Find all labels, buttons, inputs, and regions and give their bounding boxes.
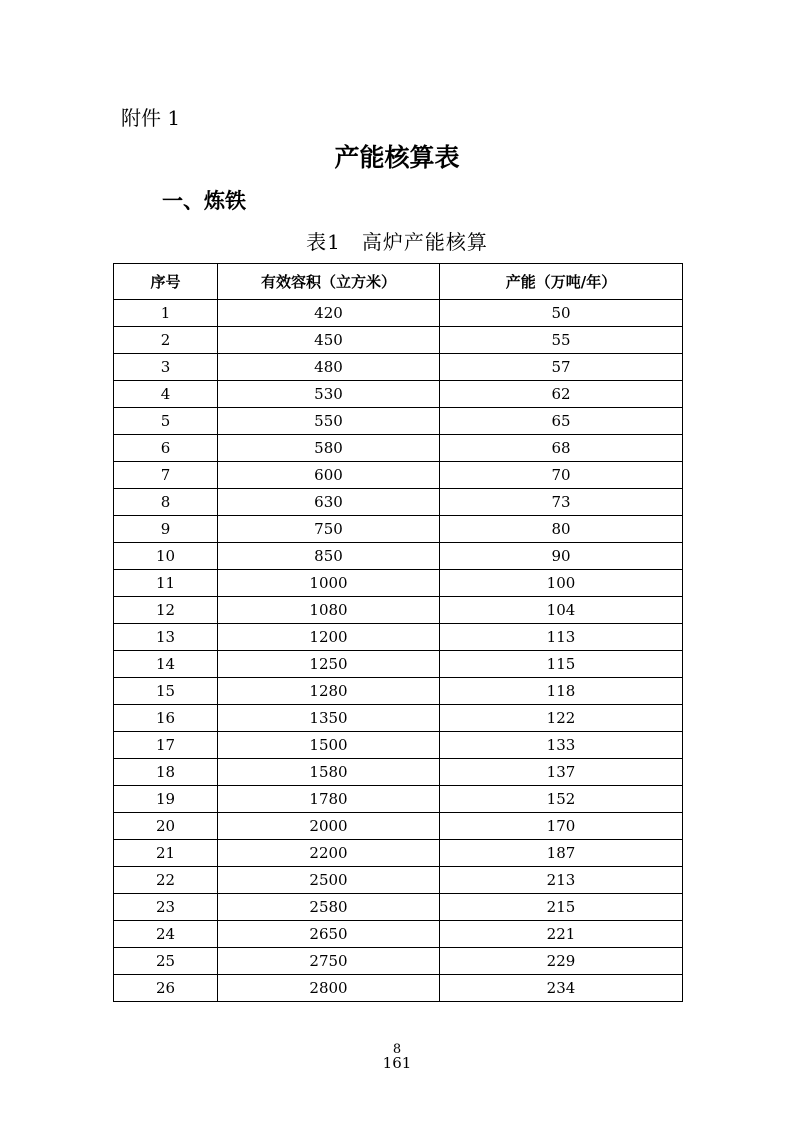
table-row [114,813,683,840]
cell-volume: 1250 [218,651,440,678]
cell-volume: 1350 [218,705,440,732]
cell-seq: 22 [114,867,218,894]
cell-capacity: 122 [440,705,683,732]
cell-seq: 15 [114,678,218,705]
table-row [114,435,683,462]
cell-capacity: 187 [440,840,683,867]
cell-seq: 4 [114,381,218,408]
table-row [114,327,683,354]
cell-capacity: 115 [440,651,683,678]
table-row [114,786,683,813]
cell-capacity: 133 [440,732,683,759]
header-capacity: 产能（万吨/年） [440,264,683,300]
cell-volume: 450 [218,327,440,354]
table-caption: 表1 高炉产能核算 [306,230,488,254]
cell-seq: 11 [114,570,218,597]
cell-seq: 9 [114,516,218,543]
cell-seq: 6 [114,435,218,462]
cell-capacity: 170 [440,813,683,840]
table-row [114,570,683,597]
cell-capacity: 234 [440,975,683,1002]
cell-capacity: 65 [440,408,683,435]
cell-seq: 17 [114,732,218,759]
cell-capacity: 221 [440,921,683,948]
cell-capacity: 137 [440,759,683,786]
header-volume: 有效容积（立方米） [218,264,440,300]
cell-seq: 13 [114,624,218,651]
cell-seq: 1 [114,300,218,327]
cell-volume: 2750 [218,948,440,975]
table-row [114,408,683,435]
cell-volume: 1200 [218,624,440,651]
table-row [114,300,683,327]
cell-capacity: 57 [440,354,683,381]
cell-volume: 1780 [218,786,440,813]
table-header-row [114,264,683,300]
cell-capacity: 73 [440,489,683,516]
table-row [114,597,683,624]
table-row [114,381,683,408]
table-row [114,354,683,381]
cell-volume: 1500 [218,732,440,759]
cell-seq: 10 [114,543,218,570]
cell-capacity: 55 [440,327,683,354]
cell-volume: 2200 [218,840,440,867]
table-row [114,651,683,678]
cell-volume: 550 [218,408,440,435]
table-row [114,516,683,543]
cell-capacity: 118 [440,678,683,705]
cell-seq: 8 [114,489,218,516]
table-row [114,894,683,921]
cell-capacity: 80 [440,516,683,543]
table-row [114,840,683,867]
table-row [114,921,683,948]
table-row [114,543,683,570]
cell-seq: 16 [114,705,218,732]
header-seq: 序号 [114,264,218,300]
cell-volume: 1000 [218,570,440,597]
cell-volume: 530 [218,381,440,408]
cell-capacity: 215 [440,894,683,921]
cell-seq: 12 [114,597,218,624]
cell-capacity: 90 [440,543,683,570]
cell-volume: 850 [218,543,440,570]
cell-seq: 21 [114,840,218,867]
table-row [114,705,683,732]
cell-volume: 2800 [218,975,440,1002]
cell-volume: 600 [218,462,440,489]
cell-volume: 2650 [218,921,440,948]
cell-capacity: 229 [440,948,683,975]
cell-volume: 1280 [218,678,440,705]
cell-capacity: 100 [440,570,683,597]
cell-capacity: 104 [440,597,683,624]
cell-capacity: 62 [440,381,683,408]
cell-capacity: 68 [440,435,683,462]
table-row [114,678,683,705]
cell-seq: 18 [114,759,218,786]
table-body [114,300,683,1002]
cell-seq: 14 [114,651,218,678]
cell-capacity: 113 [440,624,683,651]
table-row [114,624,683,651]
cell-capacity: 70 [440,462,683,489]
cell-capacity: 213 [440,867,683,894]
cell-seq: 20 [114,813,218,840]
cell-volume: 2000 [218,813,440,840]
cell-capacity: 152 [440,786,683,813]
page-number-bottom: 161 [382,1054,412,1072]
attachment-label: 附件 1 [121,106,181,130]
cell-volume: 1580 [218,759,440,786]
cell-seq: 5 [114,408,218,435]
cell-volume: 2580 [218,894,440,921]
cell-volume: 420 [218,300,440,327]
cell-volume: 580 [218,435,440,462]
capacity-table [113,263,683,1002]
cell-seq: 3 [114,354,218,381]
table-row [114,462,683,489]
cell-volume: 480 [218,354,440,381]
cell-seq: 26 [114,975,218,1002]
cell-seq: 19 [114,786,218,813]
cell-volume: 1080 [218,597,440,624]
section-heading: 一、炼铁 [162,189,246,213]
cell-volume: 630 [218,489,440,516]
cell-seq: 24 [114,921,218,948]
cell-seq: 2 [114,327,218,354]
cell-volume: 750 [218,516,440,543]
table-row [114,759,683,786]
cell-seq: 7 [114,462,218,489]
table-row [114,732,683,759]
cell-capacity: 50 [440,300,683,327]
table-row [114,948,683,975]
table-row [114,867,683,894]
cell-seq: 25 [114,948,218,975]
page-number-top: 8 [392,1042,402,1057]
page-title: 产能核算表 [334,143,460,172]
cell-seq: 23 [114,894,218,921]
table-row [114,975,683,1002]
table-row [114,489,683,516]
cell-volume: 2500 [218,867,440,894]
